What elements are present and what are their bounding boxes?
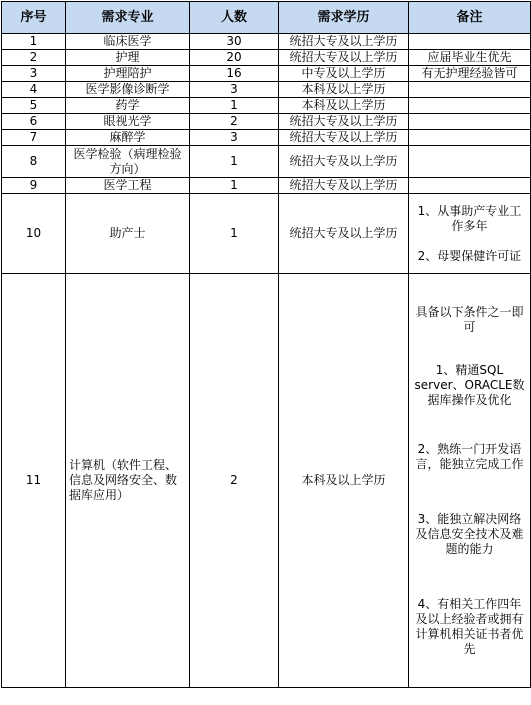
cell-count: 2 [190,114,279,130]
header-row [2,2,531,34]
table-row [2,130,531,146]
cell-major: 药学 [66,98,190,114]
cell-count: 3 [190,82,279,98]
cell-no: 3 [2,66,66,82]
cell-major: 医学检验（病理检验方向） [66,146,190,178]
table-row [2,178,531,194]
table-row [2,98,531,114]
remark-line: 3、能独立解决网络及信息安全技术及难题的能力 [415,511,524,556]
cell-no: 8 [2,146,66,178]
cell-no: 11 [2,274,66,688]
cell-remarks [409,178,531,194]
table-row [2,274,531,688]
cell-major: 护理 [66,50,190,66]
cell-count: 20 [190,50,279,66]
table-row [2,114,531,130]
cell-remarks [409,34,531,50]
cell-no: 5 [2,98,66,114]
cell-remarks: 应届毕业生优先 [409,50,531,66]
cell-major: 眼视光学 [66,114,190,130]
cell-education: 统招大专及以上学历 [279,178,409,194]
remark-line: 具备以下条件之一即可 [415,304,524,334]
table-row [2,66,531,82]
cell-education: 统招大专及以上学历 [279,146,409,178]
cell-remarks: 有无护理经验皆可 [409,66,531,82]
cell-no: 2 [2,50,66,66]
cell-education: 本科及以上学历 [279,274,409,688]
cell-education: 中专及以上学历 [279,66,409,82]
table-row [2,50,531,66]
header-remarks: 备注 [409,2,531,34]
cell-remarks [409,98,531,114]
remark-line: 4、有相关工作四年及以上经验者或拥有计算机相关证书者优先 [415,596,524,656]
cell-remarks [409,194,531,274]
cell-education: 本科及以上学历 [279,98,409,114]
cell-count: 16 [190,66,279,82]
table-row [2,146,531,178]
recruitment-table [1,1,531,688]
cell-remarks [409,274,531,688]
cell-no: 10 [2,194,66,274]
table-row [2,82,531,98]
header-major: 需求专业 [66,2,190,34]
header-no: 序号 [2,2,66,34]
remark-line: 1、精通SQL server、ORACLE数据库操作及优化 [414,362,525,407]
cell-remarks [409,146,531,178]
cell-education: 本科及以上学历 [279,82,409,98]
cell-major: 护理陪护 [66,66,190,82]
cell-education: 统招大专及以上学历 [279,114,409,130]
table-row [2,34,531,50]
cell-count: 3 [190,130,279,146]
cell-count: 1 [190,194,279,274]
cell-education: 统招大专及以上学历 [279,34,409,50]
header-count: 人数 [190,2,279,34]
cell-remarks [409,82,531,98]
cell-count: 1 [190,178,279,194]
cell-no: 6 [2,114,66,130]
cell-major: 麻醉学 [66,130,190,146]
remark-line: 1、从事助产专业工作多年 [417,203,522,233]
cell-major: 计算机（软件工程、信息及网络安全、数据库应用） [66,274,190,688]
cell-no: 9 [2,178,66,194]
cell-no: 1 [2,34,66,50]
remark-line: 2、熟练一门开发语言，能独立完成工作 [415,441,524,471]
cell-education: 统招大专及以上学历 [279,50,409,66]
cell-major: 医学影像诊断学 [66,82,190,98]
cell-major: 医学工程 [66,178,190,194]
cell-no: 4 [2,82,66,98]
cell-count: 1 [190,146,279,178]
header-education: 需求学历 [279,2,409,34]
cell-count: 1 [190,98,279,114]
cell-count: 2 [190,274,279,688]
cell-education: 统招大专及以上学历 [279,130,409,146]
cell-major: 临床医学 [66,34,190,50]
cell-remarks [409,114,531,130]
cell-education: 统招大专及以上学历 [279,194,409,274]
cell-no: 7 [2,130,66,146]
table-row [2,194,531,274]
cell-major: 助产士 [66,194,190,274]
remark-line: 2、母婴保健许可证 [417,248,522,263]
cell-remarks [409,130,531,146]
cell-count: 30 [190,34,279,50]
